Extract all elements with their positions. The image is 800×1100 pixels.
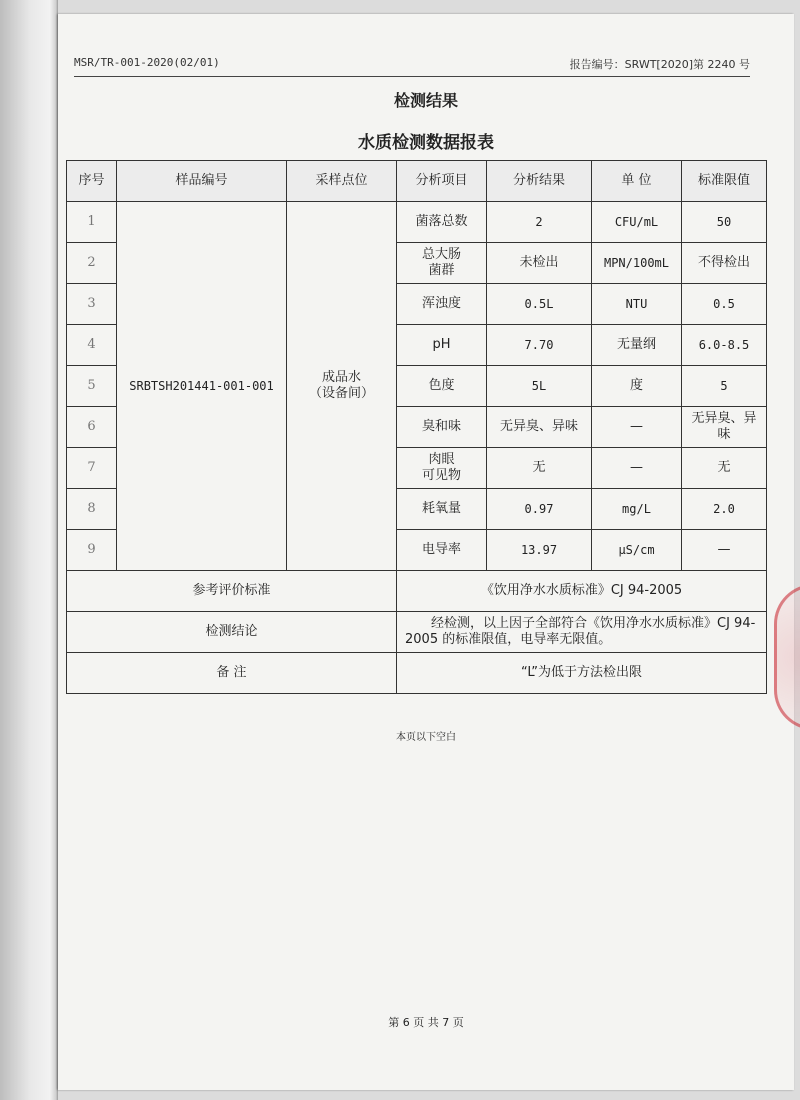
item-cell: 菌落总数 bbox=[397, 202, 487, 243]
row-no: 2 bbox=[67, 243, 117, 284]
document-code: MSR/TR-001-2020(02/01) bbox=[74, 56, 220, 69]
scan-left-edge bbox=[0, 0, 58, 1100]
page-title: 检测结果 bbox=[393, 91, 458, 110]
unit-cell: μS/cm bbox=[592, 530, 682, 571]
result-cell: 7.70 bbox=[487, 325, 592, 366]
col-header-sampling-point: 采样点位 bbox=[287, 161, 397, 202]
unit-cell: 无量纲 bbox=[592, 325, 682, 366]
item-cell: 耗氧量 bbox=[397, 489, 487, 530]
limit-cell: 6.0-8.5 bbox=[682, 325, 767, 366]
row-no: 7 bbox=[67, 448, 117, 489]
limit-cell: 2.0 bbox=[682, 489, 767, 530]
water-quality-table bbox=[66, 160, 767, 694]
col-header-item: 分析项目 bbox=[397, 161, 487, 202]
unit-cell: MPN/100mL bbox=[592, 243, 682, 284]
conclusion-label: 检测结论 bbox=[67, 612, 397, 653]
result-cell: 13.97 bbox=[487, 530, 592, 571]
result-cell: 5L bbox=[487, 366, 592, 407]
limit-cell: 0.5 bbox=[682, 284, 767, 325]
unit-cell: — bbox=[592, 448, 682, 489]
limit-cell: 50 bbox=[682, 202, 767, 243]
item-cell: 色度 bbox=[397, 366, 487, 407]
item-cell: 总大肠 菌群 bbox=[397, 243, 487, 284]
result-cell: 0.5L bbox=[487, 284, 592, 325]
unit-cell: CFU/mL bbox=[592, 202, 682, 243]
row-no: 8 bbox=[67, 489, 117, 530]
item-cell: 肉眼 可见物 bbox=[397, 448, 487, 489]
blank-below-note: 本页以下空白 bbox=[396, 732, 456, 743]
report-page bbox=[58, 14, 794, 1090]
row-no: 4 bbox=[67, 325, 117, 366]
col-header-limit: 标准限值 bbox=[682, 161, 767, 202]
sampling-point-cell: 成品水 （设备间） bbox=[287, 202, 397, 571]
sample-id-cell: SRBTSH201441-001-001 bbox=[117, 202, 287, 571]
table-row bbox=[67, 202, 767, 243]
table-title: 水质检测数据报表 bbox=[358, 133, 494, 153]
page-number: 第 6 页 共 7 页 bbox=[388, 1016, 464, 1029]
reference-standard-label: 参考评价标准 bbox=[67, 571, 397, 612]
result-cell: 未检出 bbox=[487, 243, 592, 284]
col-header-unit: 单 位 bbox=[592, 161, 682, 202]
item-cell: pH bbox=[397, 325, 487, 366]
result-cell: 无异臭、异味 bbox=[487, 407, 592, 448]
report-number: 报告编号：SRWT[2020]第 2240 号 bbox=[569, 58, 750, 71]
limit-cell: — bbox=[682, 530, 767, 571]
row-no: 5 bbox=[67, 366, 117, 407]
unit-cell: — bbox=[592, 407, 682, 448]
row-no: 6 bbox=[67, 407, 117, 448]
remark-value: “L”为低于方法检出限 bbox=[397, 653, 767, 694]
col-header-result: 分析结果 bbox=[487, 161, 592, 202]
result-cell: 2 bbox=[487, 202, 592, 243]
limit-cell: 无异臭、异 味 bbox=[682, 407, 767, 448]
col-header-no: 序号 bbox=[67, 161, 117, 202]
col-header-sample-id: 样品编号 bbox=[117, 161, 287, 202]
conclusion-row bbox=[67, 612, 767, 653]
item-cell: 电导率 bbox=[397, 530, 487, 571]
row-no: 1 bbox=[67, 202, 117, 243]
result-cell: 0.97 bbox=[487, 489, 592, 530]
item-cell: 臭和味 bbox=[397, 407, 487, 448]
red-seal-stamp bbox=[774, 584, 800, 730]
remark-label: 备 注 bbox=[67, 653, 397, 694]
row-no: 9 bbox=[67, 530, 117, 571]
item-cell: 浑浊度 bbox=[397, 284, 487, 325]
unit-cell: 度 bbox=[592, 366, 682, 407]
reference-standard-row bbox=[67, 571, 767, 612]
unit-cell: mg/L bbox=[592, 489, 682, 530]
table-header-row bbox=[67, 161, 767, 202]
page-header bbox=[74, 56, 750, 76]
remark-row bbox=[67, 653, 767, 694]
conclusion-value: 经检测，以上因子全部符合《饮用净水水质标准》CJ 94-2005 的标准限值，电导率无限值。 bbox=[397, 612, 767, 653]
limit-cell: 不得检出 bbox=[682, 243, 767, 284]
limit-cell: 5 bbox=[682, 366, 767, 407]
reference-standard-value: 《饮用净水水质标准》CJ 94-2005 bbox=[397, 571, 767, 612]
header-divider bbox=[74, 76, 750, 77]
result-cell: 无 bbox=[487, 448, 592, 489]
unit-cell: NTU bbox=[592, 284, 682, 325]
limit-cell: 无 bbox=[682, 448, 767, 489]
row-no: 3 bbox=[67, 284, 117, 325]
